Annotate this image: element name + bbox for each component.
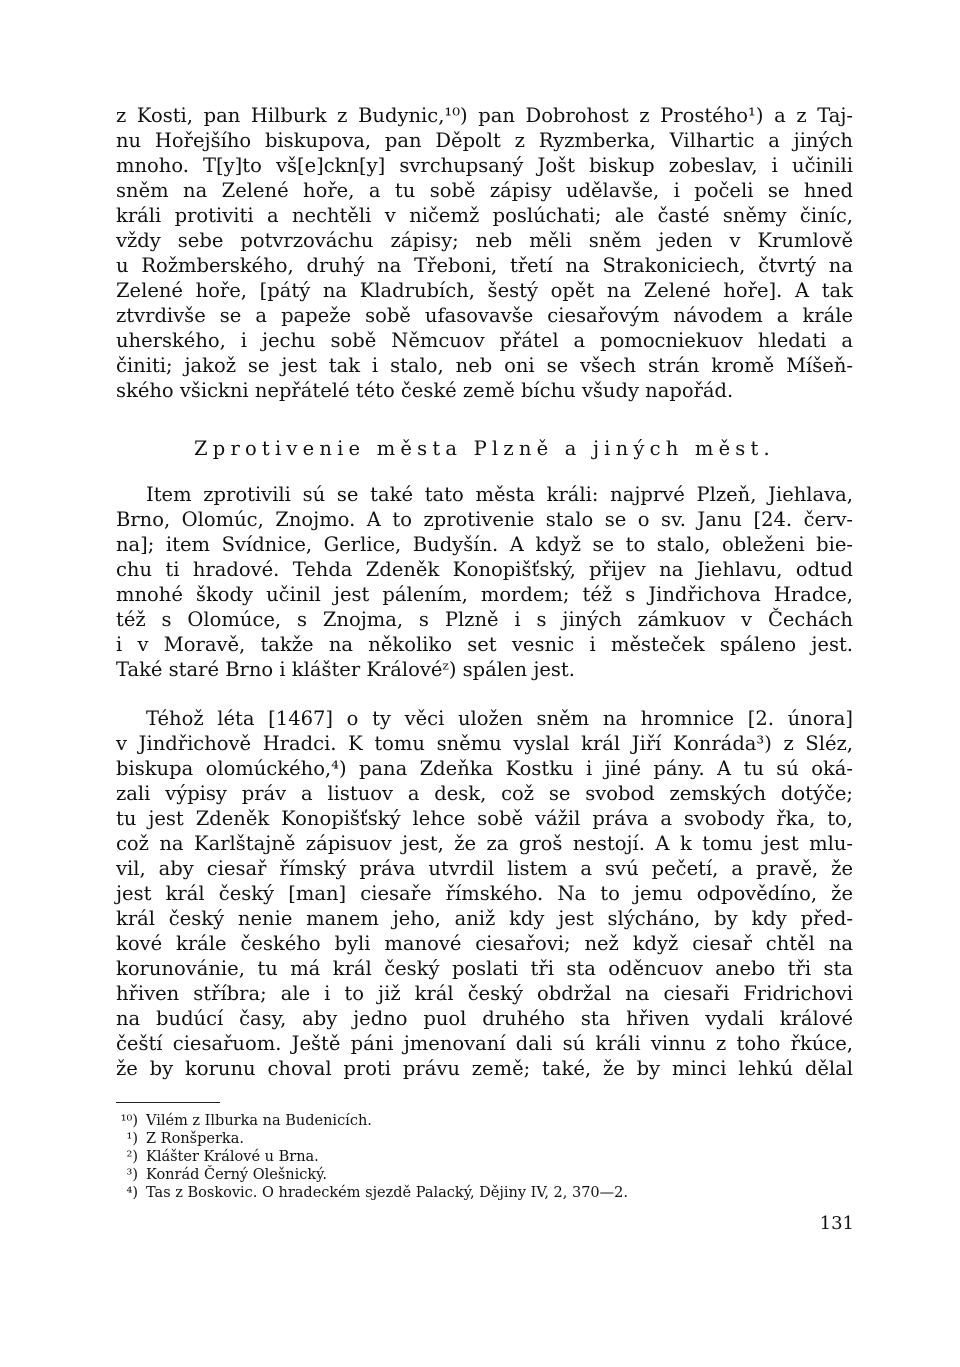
text-line: mnoho. T[y]to vš[e]ckn[y] svrchupsaný Jošt biskup zobeslav, i učinili	[116, 154, 853, 177]
footnote	[126, 1131, 786, 1148]
text-line: činiti; jakož se jest tak i stalo, neb oni se všech strán kromě Míšeň-	[116, 354, 853, 377]
text-line: i v Moravě, takže na několiko set vesnic i městeček spáleno jest.	[116, 633, 853, 656]
text-line: že by korunu choval proti právu země; také, že by minci lehkú dělal	[116, 1057, 853, 1080]
footnote	[126, 1185, 786, 1202]
text-line: Téhož léta [1467] o ty věci uložen sněm na hromnice [2. února]	[146, 707, 853, 730]
text-line: ztvrdivše se a papeže sobě ufasovavše ciesařovým návodem a krále	[116, 304, 853, 327]
footnote-text: Tas z Boskovic. O hradeckém sjezdě Palacký, Dějiny IV, 2, 370—2.	[146, 1185, 628, 1201]
text-line: ského všickni nepřátelé této české země bíchu všudy napořád.	[116, 379, 734, 402]
text-line: čeští ciesařuom. Ještě páni jmenovaní dali sú králi vinnu z toho řkúce,	[116, 1032, 853, 1055]
footnote-marker: ²)	[126, 1149, 138, 1165]
text-line: Zelené hoře, [pátý na Kladrubích, šestý opět na Zelené hoře]. A tak	[116, 279, 853, 302]
footnote-marker: ¹⁰)	[120, 1113, 138, 1129]
footnote-text: Klášter Králové u Brna.	[146, 1149, 319, 1165]
text-line: vždy sebe potvrzováchu zápisy; neb měli sněm jeden v Krumlově	[116, 229, 853, 252]
text-line: králi protiviti a nechtěli v ničemž poslúchati; ale časté sněmy činíc,	[116, 204, 853, 227]
text-line: mnohé škody učinil jest pálením, mordem; též s Jindřichova Hradce,	[116, 583, 853, 606]
footnote-text: Vilém z Ilburka na Budenicích.	[146, 1113, 372, 1129]
text-line: nu Hořejšího biskupova, pan Děpolt z Ryzmberka, Vilhartic a jiných	[116, 129, 853, 152]
footnote	[120, 1113, 786, 1130]
text-line: kové krále českého byli manové ciesařovi; než když ciesař chtěl na	[116, 932, 853, 955]
page-number: 131	[819, 1213, 854, 1234]
text-line: v Jindřichově Hradci. K tomu sněmu vyslal král Jiří Konráda³) z Sléz,	[116, 732, 853, 755]
text-line: korunovánie, tu má král český poslati tři sta oděncuov anebo tři sta	[116, 957, 853, 980]
text-line: u Rožmberského, druhý na Třeboni, třetí na Strakoniciech, čtvrtý na	[116, 254, 853, 277]
footnote-marker: ¹)	[126, 1131, 138, 1147]
text-line: vil, aby ciesař římský práva utvrdil listem a svú pečetí, a pravě, že	[116, 857, 853, 880]
text-line: sněm na Zelené hoře, a tu sobě zápisy udělavše, i počeli se hned	[116, 179, 853, 202]
text-line: biskupa olomúckého,⁴) pana Zdeňka Kostku i jiné pány. A tu sú oká-	[116, 757, 853, 780]
text-line: uherského, i jechu sobě Němcuov přátel a pomocniekuov hledati a	[116, 329, 853, 352]
text-line: na]; item Svídnice, Gerlice, Budyšín. A když se to stalo, obleženi bie-	[116, 533, 853, 556]
text-line: což na Karlštajně zápisuov jest, že za groš nestojí. A k tomu jest mlu-	[116, 832, 853, 855]
text-line: chu ti hradové. Tehda Zdeněk Konopišťský, přijev na Jiehlavu, odtud	[116, 558, 853, 581]
footnote-text: Z Ronšperka.	[146, 1131, 244, 1147]
text-line: z Kosti, pan Hilburk z Budynic,¹⁰) pan Dobrohost z Prostého¹) a z Taj-	[116, 104, 853, 127]
text-line: na budúcí časy, aby jedno puol druhého sta hřiven vydali králové	[116, 1007, 853, 1030]
text-line: hřiven stříbra; ale i to již král český obdržal na ciesaři Fridrichovi	[116, 982, 853, 1005]
text-line: Také staré Brno i klášter Královéᶻ) spálen jest.	[116, 658, 575, 681]
text-line: Item zprotivili sú se také tato města králi: najprvé Plzeň, Jiehlava,	[146, 483, 853, 506]
footnote-marker: ⁴)	[126, 1185, 138, 1201]
footnote	[126, 1167, 786, 1184]
footnote-text: Konrád Černý Olešnický.	[146, 1167, 328, 1183]
footnote-divider	[116, 1102, 220, 1103]
text-line: Brno, Olomúc, Znojmo. A to zprotivenie stalo se o sv. Janu [24. červ-	[116, 508, 853, 531]
text-line: tu jest Zdeněk Konopišťský lehce sobě vážil práva a svobody řka, to,	[116, 807, 853, 830]
section-heading: Zprotivenie města Plzně a jiných měst.	[194, 437, 775, 460]
text-line: král český nenie manem jeho, aniž kdy jest slýcháno, by kdy před-	[116, 907, 853, 930]
footnote	[126, 1149, 786, 1166]
footnote-marker: ³)	[126, 1167, 138, 1183]
text-line: jest král český [man] ciesaře římského. Na to jemu odpovědíno, že	[116, 882, 853, 905]
text-line: též s Olomúce, s Znojma, s Plzně i s jiných zámkuov v Čechách	[116, 608, 853, 631]
text-line: zali výpisy práv a listuov a desk, což se svobod zemských dotýče;	[116, 782, 853, 805]
